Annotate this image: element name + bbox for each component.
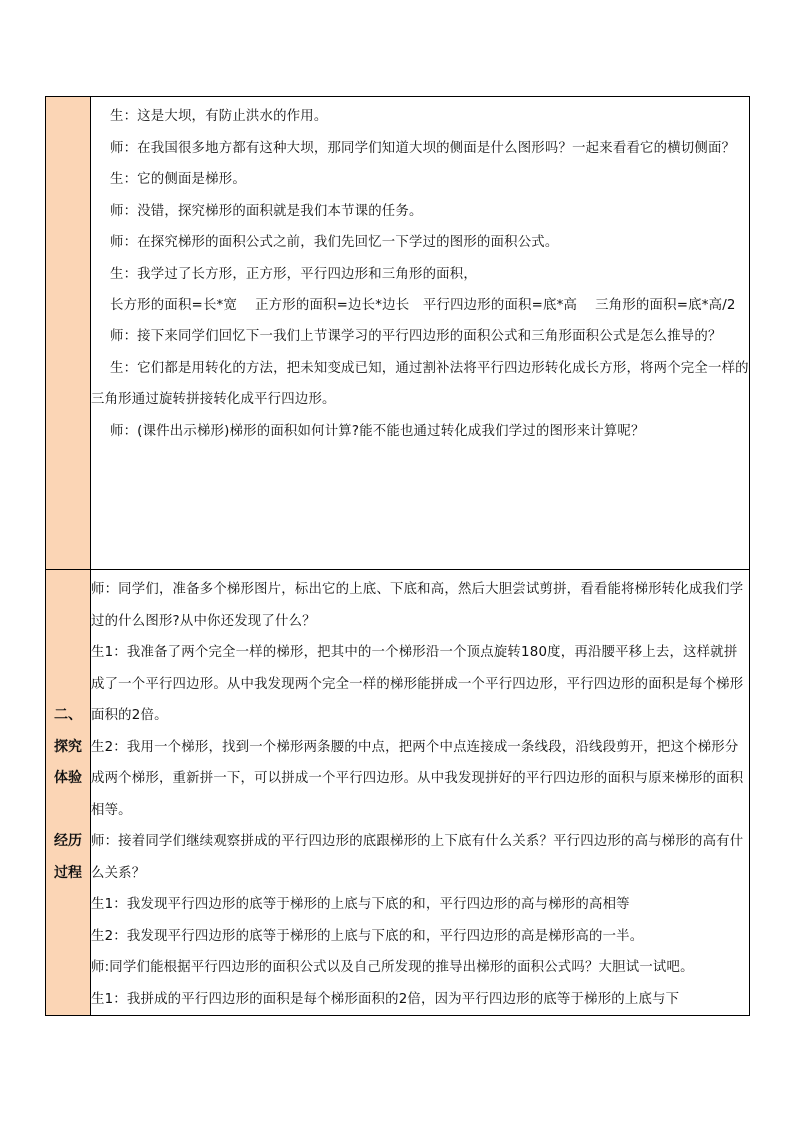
section-content-cell: [91, 570, 750, 1016]
paragraph: 师：在我国很多地方都有这种大坝，那同学们知道大坝的侧面是什么图形吗？一起来看看它的横切侧面？: [110, 140, 736, 156]
section-label-cell: [46, 570, 91, 1016]
paragraph: 生：它们都是用转化的方法，把未知变成已知，通过割补法将平行四边形转化成长方形，将两个完全一样的三角形通过旋转拼接转化成平行四边形。: [91, 360, 749, 407]
paragraph: 生2：我用一个梯形，找到一个梯形两条腰的中点，把两个中点连接成一条线段，沿线段剪开，把这个梯形分成两个梯形，重新拼一下，可以拼成一个平行四边形。从中我发现拼好的平行四边形的面积与原来梯形的面积相等。: [91, 739, 744, 818]
paragraph: 生1：我拼成的平行四边形的面积是每个梯形面积的2倍，因为平行四边形的底等于梯形的上底与下: [91, 991, 680, 1007]
paragraph: 师：同学们，准备多个梯形图片，标出它的上底、下底和高，然后大胆尝试剪拼，看看能将梯形转化成我们学过的什么图形?从中你还发现了什么？: [91, 582, 744, 629]
paragraph: 师：接着同学们继续观察拼成的平行四边形的底跟梯形的上下底有什么关系？平行四边形的高与梯形的高有什么关系？: [91, 834, 744, 881]
section-title-line: 二、: [54, 707, 82, 723]
table-row: [46, 97, 750, 570]
paragraph: 生：这是大坝，有防止洪水的作用。: [110, 109, 328, 124]
paragraph: 师：没错，探究梯形的面积就是我们本节课的任务。: [110, 203, 423, 219]
section-content-cell: [91, 97, 750, 570]
paragraph: 生1：我发现平行四边形的底等于梯形的上底与下底的和，平行四边形的高与梯形的高相等: [91, 897, 630, 912]
paragraph: 生1：我准备了两个完全一样的梯形，把其中的一个梯形沿一个顶点旋转180度，再沿腰平移上去，这样就拼成了一个平行四边形。从中我发现两个完全一样的梯形能拼成一个平行四边形，平行四边形的面积是每个梯形面积的2倍。: [91, 645, 744, 723]
section-title-line: 过程: [54, 864, 82, 881]
paragraph: 生：我学过了长方形，正方形，平行四边形和三角形的面积，: [110, 266, 477, 282]
section-title-line: 探究: [54, 738, 82, 755]
section-title-line: 体验: [54, 770, 82, 786]
section-title-line: 经历: [54, 833, 82, 849]
lesson-plan-table: [45, 96, 750, 1016]
section-label-cell: [46, 97, 91, 570]
paragraph: 师：(课件出示梯形)梯形的面积如何计算?能不能也通过转化成我们学过的图形来计算呢？: [110, 423, 645, 439]
paragraph: 师：接下来同学们回忆下一我们上节课学习的平行四边形的面积公式和三角形面积公式是怎么推导的？: [110, 329, 722, 344]
paragraph: 生2：我发现平行四边形的底等于梯形的上底与下底的和，平行四边形的高是梯形高的一半。: [91, 928, 644, 944]
section-title-spacer: [46, 795, 90, 827]
paragraph: 生：它的侧面是梯形。: [110, 172, 246, 187]
formula-paragraph: 长方形的面积=长*宽 正方形的面积=边长*边长 平行四边形的面积=底*高 三角形的面积=底*高/2: [110, 298, 736, 313]
paragraph: 师：在探究梯形的面积公式之前，我们先回忆一下学过的图形的面积公式。: [110, 235, 559, 250]
table-row: [46, 570, 750, 1016]
section-title: [46, 570, 90, 889]
paragraph: 师:同学们能根据平行四边形的面积公式以及自己所发现的推导出梯形的面积公式吗？大胆试一试吧。: [91, 960, 694, 975]
